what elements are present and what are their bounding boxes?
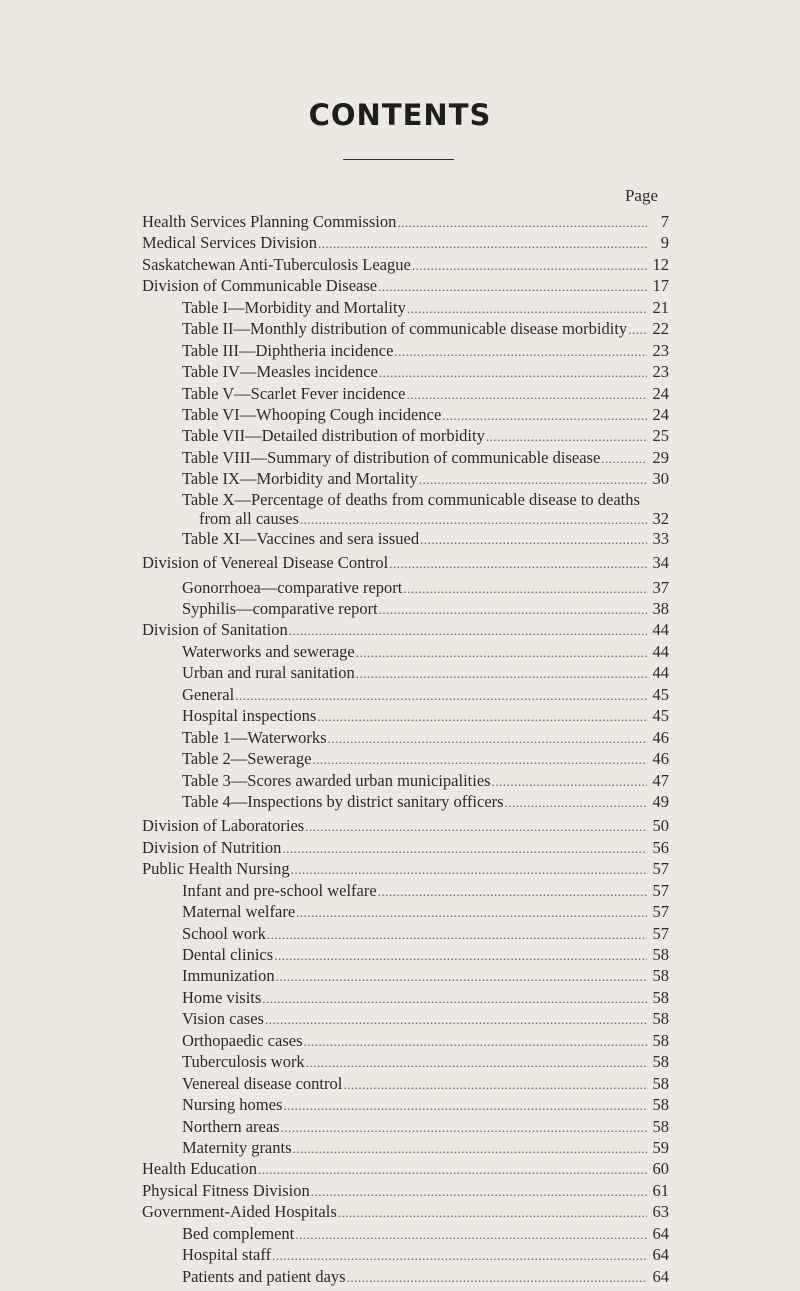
toc-subentry: Hospital inspections ..... 45	[182, 705, 669, 726]
toc-subentry: Dental clinics ..... 58	[182, 944, 669, 965]
toc-entry: Government-Aided Hospitals ..... 63	[142, 1201, 669, 1222]
toc-subentry: Nursing homes ..... 58	[182, 1094, 669, 1115]
toc-subentry: Table V—Scarlet Fever incidence ..... 24	[182, 383, 669, 404]
toc-subentry: Table 2—Sewerage ..... 46	[182, 748, 669, 769]
toc-subentry: Infant and pre-school welfare ..... 57	[182, 880, 669, 901]
toc-subentry: Waterworks and sewerage ..... 44	[182, 641, 669, 662]
toc-entry: Saskatchewan Anti-Tuberculosis League ..... 12	[142, 254, 669, 275]
toc-subentry: Immunization ..... 58	[182, 965, 669, 986]
toc-entry: Health Education ..... 60	[142, 1158, 669, 1179]
toc-subentry: Vision cases ..... 58	[182, 1008, 669, 1029]
toc-subentry: Table VI—Whooping Cough incidence ..... 24	[182, 404, 669, 425]
toc-subentry: Table VIII—Summary of distribution of communicable disease ..... 29	[182, 447, 669, 468]
toc-subentry: Maternity grants ..... 59	[182, 1137, 669, 1158]
toc-entry: Medical Services Division ..... 9	[142, 232, 669, 253]
toc-subentry: Table 4—Inspections by district sanitary officers ..... 49	[182, 791, 669, 812]
toc-subentry: Venereal disease control ..... 58	[182, 1073, 669, 1094]
toc-entry: Division of Communicable Disease ..... 17	[142, 275, 669, 296]
toc-entry: Division of Laboratories ..... 50	[142, 815, 669, 836]
toc-subentry: Tuberculosis work ..... 58	[182, 1051, 669, 1072]
toc-subentry: Patients and patient days ..... 64	[182, 1266, 669, 1287]
toc-subentry: School work ..... 57	[182, 923, 669, 944]
toc-entry: Division of Nutrition ..... 56	[142, 837, 669, 858]
toc-subentry: Maternal welfare ..... 57	[182, 901, 669, 922]
toc-subentry: Gonorrhoea—comparative report ..... 37	[182, 577, 669, 598]
toc-subentry: Table 1—Waterworks ..... 46	[182, 727, 669, 748]
toc-subentry: Hospital staff ..... 64	[182, 1244, 669, 1265]
toc-entry: Health Services Planning Commission ..... 7	[142, 211, 669, 232]
toc-subentry: Table XI—Vaccines and sera issued ..... 33	[182, 528, 669, 549]
toc-subentry: Table II—Monthly distribution of communicable disease morbidity ..... 22	[182, 318, 669, 339]
toc-subentry: Table I—Morbidity and Mortality ..... 21	[182, 297, 669, 318]
page-column-label: Page	[624, 186, 658, 205]
toc-subentry: Home visits ..... 58	[182, 987, 669, 1008]
toc-subentry: Table X—Percentage of deaths from communicable disease to deaths from all causes ..... 32	[182, 490, 669, 528]
toc-subentry: Table 3—Scores awarded urban municipalities ..... 47	[182, 770, 669, 791]
toc-subentry: Bed complement ..... 64	[182, 1223, 669, 1244]
toc-entry: Division of Venereal Disease Control ..... 34	[142, 552, 669, 573]
toc-subentry: Orthopaedic cases ..... 58	[182, 1030, 669, 1051]
contents-list	[142, 211, 669, 1287]
title-divider	[343, 159, 454, 160]
toc-subentry: Northern areas ..... 58	[182, 1116, 669, 1137]
toc-subentry: Table IX—Morbidity and Mortality ..... 30	[182, 468, 669, 489]
toc-subentry: General ..... 45	[182, 684, 669, 705]
toc-subentry: Table III—Diphtheria incidence ..... 23	[182, 340, 669, 361]
toc-entry: Physical Fitness Division ..... 61	[142, 1180, 669, 1201]
toc-subentry: Table VII—Detailed distribution of morbidity ..... 25	[182, 425, 669, 446]
toc-subentry: Urban and rural sanitation ..... 44	[182, 662, 669, 683]
toc-subentry: Syphilis—comparative report ..... 38	[182, 598, 669, 619]
toc-subentry: Table IV—Measles incidence ..... 23	[182, 361, 669, 382]
toc-entry: Division of Sanitation ..... 44	[142, 619, 669, 640]
page-title: CONTENTS	[308, 98, 492, 132]
toc-entry: Public Health Nursing ..... 57	[142, 858, 669, 879]
